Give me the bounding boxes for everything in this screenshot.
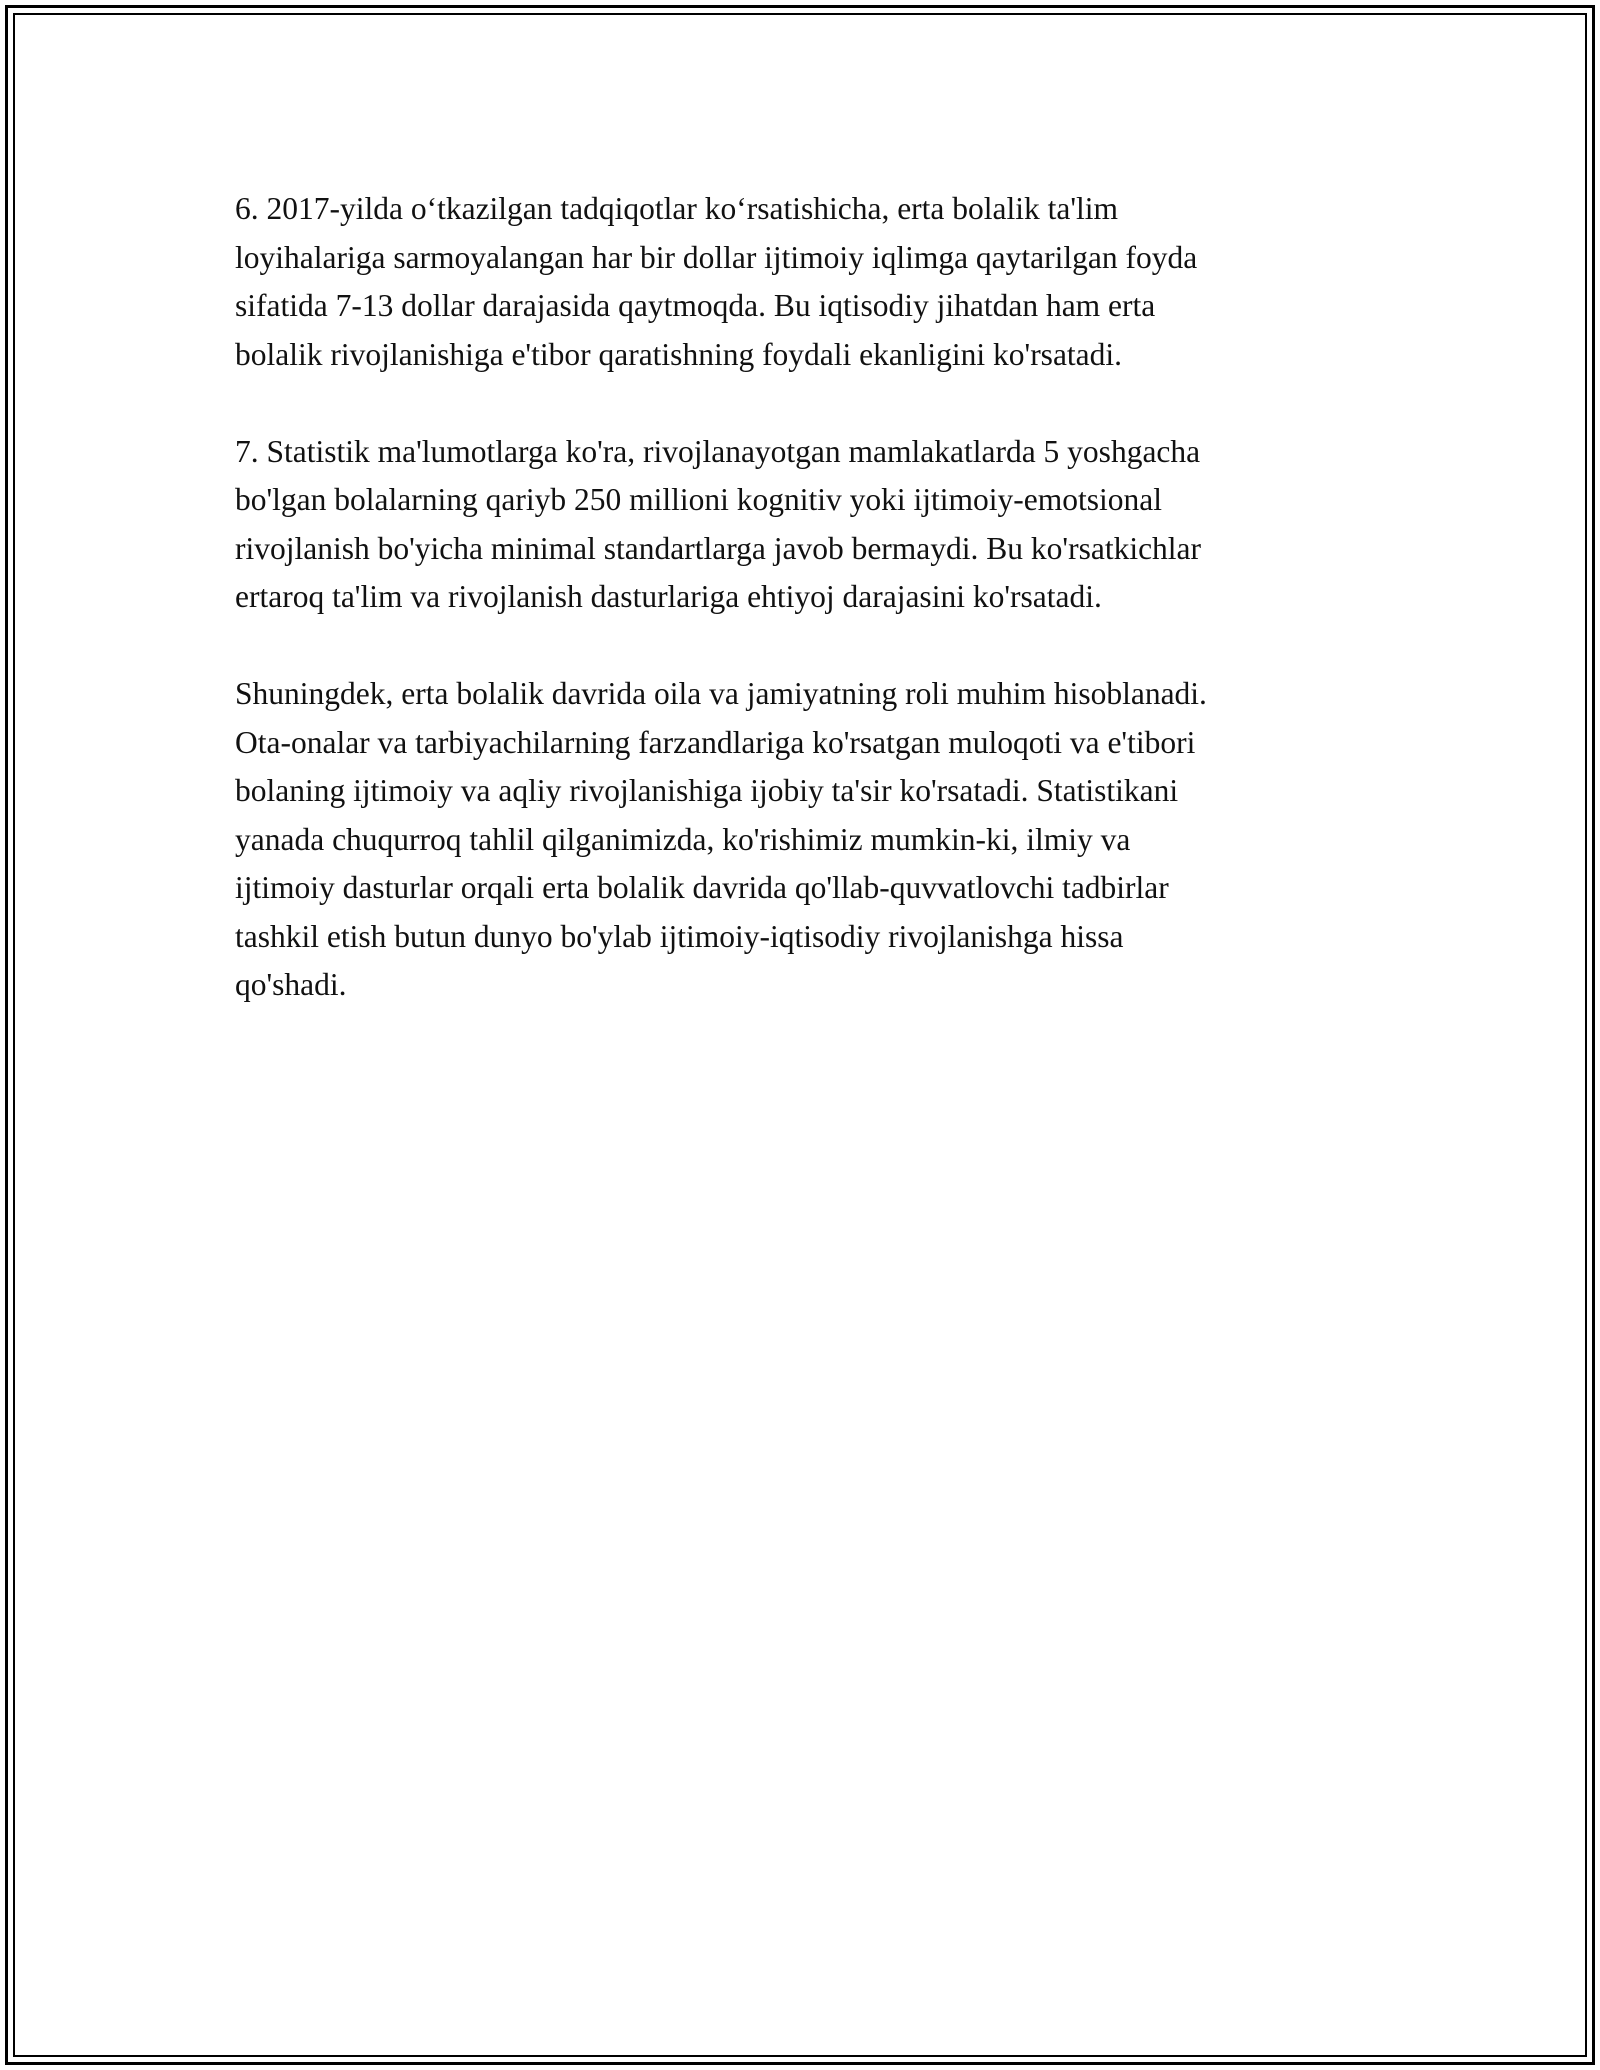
- paragraph-7-development-statistics: 7. Statistik ma'lumotlarga ko'ra, rivojlanayotgan mamlakatlarda 5 yoshgacha bo'lgan bolalarning qariyb 250 millioni kognitiv yoki ijtimoiy-emotsional rivojlanish bo'yicha minimal standartlarga javob bermaydi. Bu ko'rsatkichlar ertaroq ta'lim va rivojlanish dasturlariga ehtiyoj darajasini ko'rsatadi.: [235, 433, 1202, 614]
- document-body: [235, 185, 1395, 1058]
- paragraph-6-investment-return: 6. 2017-yilda o‘tkazilgan tadqiqotlar ko‘rsatishicha, erta bolalik ta'lim loyihalariga sarmoyalangan har bir dollar ijtimoiy iqlimga qaytarilgan foyda sifatida 7-13 dollar darajasida qaytmoqda. Bu iqtisodiy jihatdan ham erta bolalik rivojlanishiga e'tibor qaratishning foydali ekanligini ko'rsatadi.: [235, 191, 1198, 372]
- paragraph-family-role: Shuningdek, erta bolalik davrida oila va jamiyatning roli muhim hisoblanadi. Ota-onalar va tarbiyachilarning farzandlariga ko'rsatgan muloqoti va e'tibori bolaning ijtimoiy va aqliy rivojlanishiga ijobiy ta'sir ko'rsatadi. Statistikani yanada chuqurroq tahlil qilganimizda, ko'rishimiz mumkin-ki, ilmiy va ijtimoiy dasturlar orqali erta bolalik davrida qo'llab-quvvatlovchi tadbirlar tashkil etish butun dunyo bo'ylab ijtimoiy-iqtisodiy rivojlanishga hissa qo'shadi.: [235, 676, 1207, 1002]
